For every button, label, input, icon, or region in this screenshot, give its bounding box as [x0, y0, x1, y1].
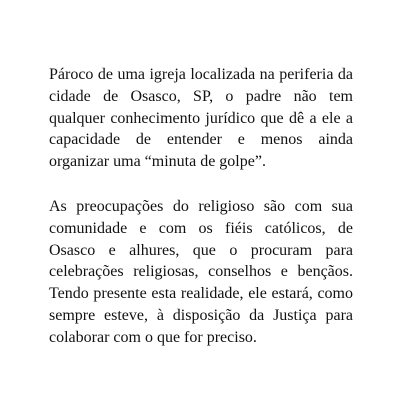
paragraph-parish-priest: Pároco de uma igreja localizada na periferia da cidade de Osasco, SP, o padre não tem qualquer conhecimento jurídico que dê a ele a capacidade de entender e menos ainda organizar uma “minuta de golpe”.: [49, 66, 353, 171]
paragraph-religious-concerns: As preocupações do religioso são com sua comunidade e com os fiéis católicos, de Osasco e alhures, que o procuram para celebrações religiosas, conselhos e bençãos. Tendo presente esta realidade, ele estará, como sempre esteve, à disposição da Justiça para colaborar com o que for preciso.: [49, 198, 353, 346]
